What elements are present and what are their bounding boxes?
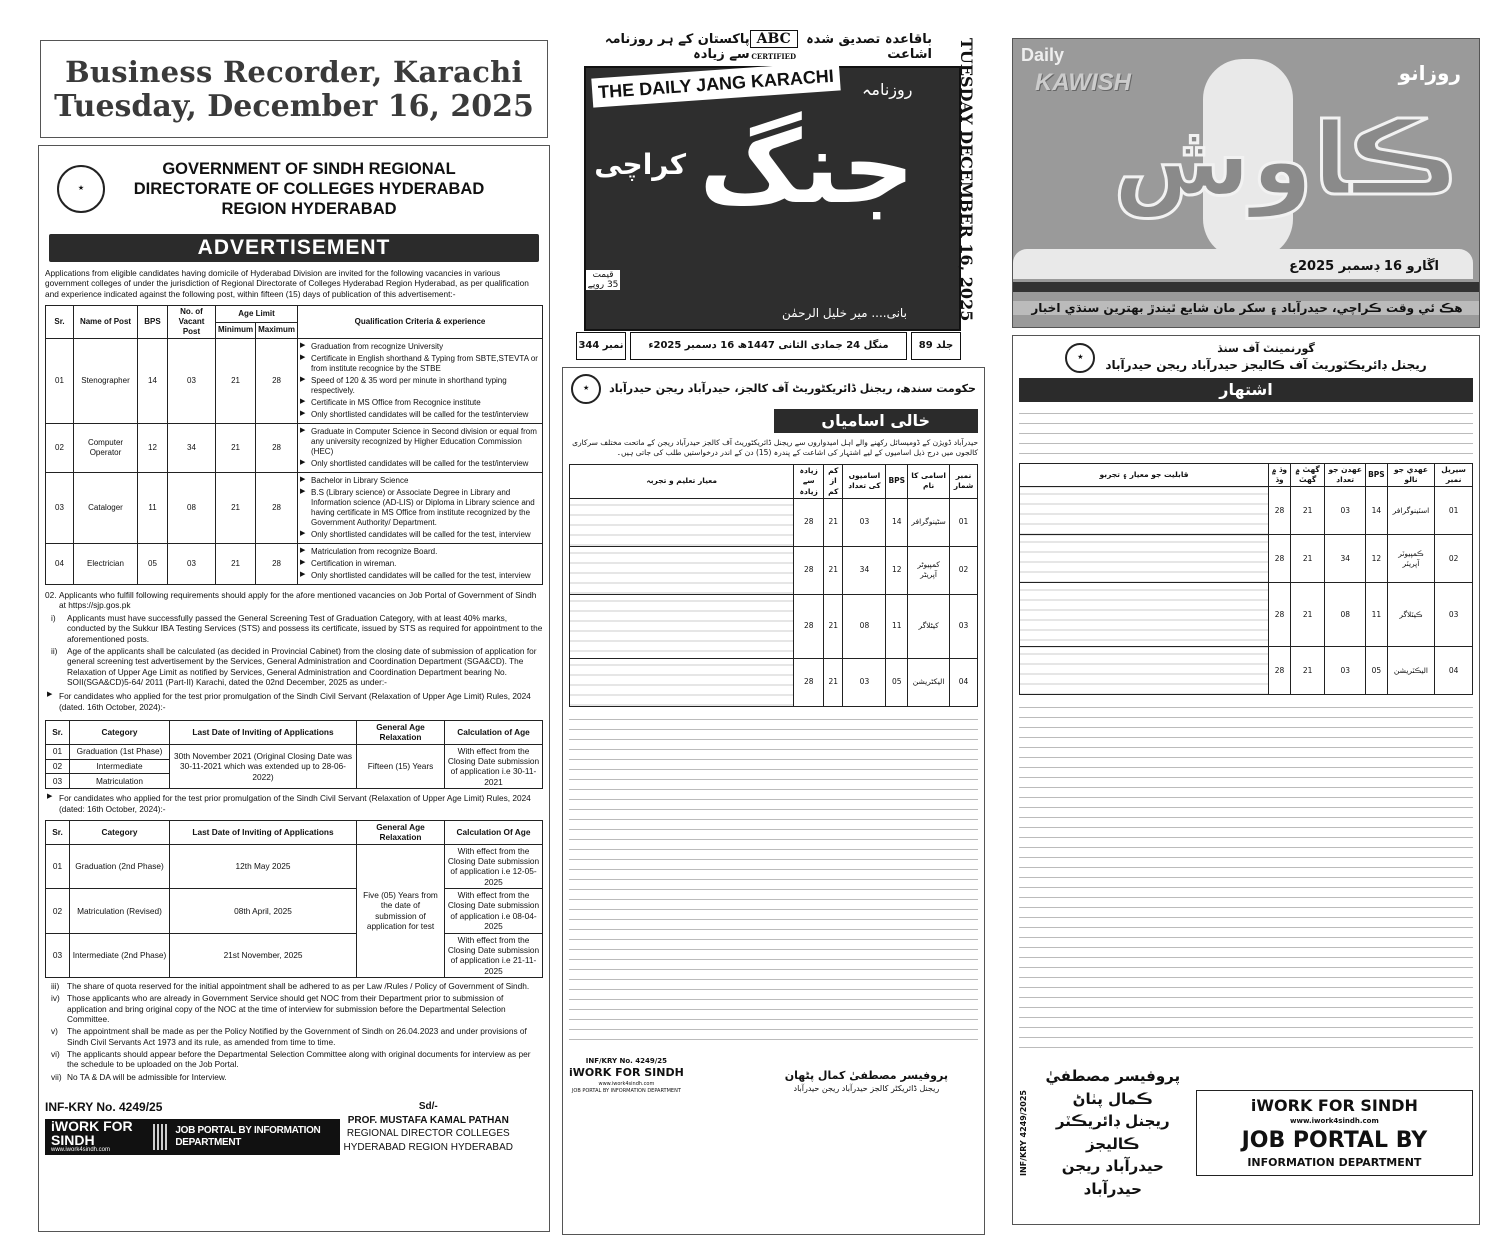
jang-english-tag: THE DAILY JANG KARACHI (591, 61, 840, 107)
col-header: نمبر شمار (950, 465, 978, 498)
posts-table-urdu (569, 464, 978, 706)
ad-banner: خالی اسامیاں (774, 409, 979, 433)
signatory-title: HYDERABAD REGION HYDERABAD (343, 1141, 513, 1153)
cell: With effect from the Closing Date submission of application i.e 08-04-2025 (445, 889, 543, 933)
col-bps: BPS (138, 306, 168, 339)
para-02-ii (45, 646, 543, 687)
col-header: BPS (886, 465, 908, 498)
col-sr: Sr. (46, 820, 70, 844)
col-header: اسامی کا نام (908, 465, 950, 498)
col-qual: Qualification Criteria & experience (298, 306, 543, 339)
advertisement-banner: ADVERTISEMENT (49, 234, 539, 262)
cell-sr: 02 (950, 546, 978, 594)
footer-url: www.iwork4sindh.com (1290, 1116, 1379, 1125)
col-header: کم از کم (824, 465, 843, 498)
cell-relaxation: Fifteen (15) Years (357, 744, 445, 788)
founder-text: بانی.... میر خلیل الرحمٰن (782, 306, 907, 320)
cell-vacant: 34 (168, 424, 216, 473)
signatory-name: PROF. MUSTAFA KAMAL PATHAN (347, 1114, 509, 1126)
note-item (45, 1072, 543, 1082)
qualification-item: ▶ Only shortlisted candidates will be called for the test/interview (300, 410, 540, 420)
top-text: باقاعدہ تصدیق شدہ اشاعت (806, 31, 932, 62)
cell-min: 21 (216, 544, 256, 585)
para-num: ii) (51, 645, 58, 656)
table-row (1020, 647, 1473, 695)
issue-number: نمبر 344 (576, 332, 626, 360)
cell: Graduation (1st Phase) (70, 744, 170, 759)
cell-min: 21 (1290, 535, 1324, 583)
cell-qual (298, 424, 543, 473)
title-line: GOVERNMENT OF SINDH REGIONAL (162, 159, 456, 178)
col-name: Name of Post (74, 306, 138, 339)
footer-portal: JOB PORTAL BY INFORMATION DEPARTMENT (175, 1124, 321, 1149)
cell: 01 (46, 744, 70, 759)
cell: 12th May 2025 (170, 844, 357, 888)
cell-bps: 11 (138, 473, 168, 544)
jang-logo: جنگ (699, 109, 915, 226)
col-relaxation: General Age Relaxation (357, 820, 445, 844)
footer-brand: iWORK FOR SINDH (51, 1118, 133, 1149)
note-item (45, 981, 543, 991)
para-text: Applicants who fulfill following requirements should apply for the afore mentioned vacancies on Job Portal of Government of Sindh at https://sjp.gos.pk (59, 590, 537, 611)
cell-min: 21 (1290, 487, 1324, 535)
masthead-bottom-bar (576, 332, 961, 360)
note-item (45, 1026, 543, 1047)
masthead-stripe (1013, 282, 1480, 292)
cell: 03 (46, 774, 70, 789)
cell-qual (1020, 487, 1269, 535)
age-relaxation-table-2 (45, 820, 543, 978)
col-max: Maximum (256, 322, 298, 339)
qualification-item: ▶ B.S (Library science) or Associate Degree in Library and Information science (AD-LIS) or Diploma in Library science and having certificate in MS Office from institute recognized by the Government Authority/ Department. (300, 488, 540, 528)
cell-qual (570, 498, 794, 546)
ad-title-block (45, 150, 543, 228)
bullet-rules-2: ▶ For candidates who applied for the test prior promulgation of the Sindh Civil Servant (Relaxation of Upper Age Limit) Rules, 2024 (dated: 16th October, 2024):- (45, 793, 543, 814)
para-text: Applicants must have successfully passed the General Screening Test of Graduation Category, with at least 40% marks, conducted by the Sukkur IBA Testing Services (STS) and possess its certificate, issued by STS as required for appointment to the aforementioned posts. (67, 612, 543, 644)
cell-name: Stenographer (74, 339, 138, 424)
note-text: The applicants should appear before the Departmental Selection Committee along with original documents for interview as per the schedule to be uploaded on the Job Portal. (67, 1049, 531, 1070)
cell-qual (298, 544, 543, 585)
notes-list (45, 981, 543, 1082)
cell-vacant: 03 (168, 339, 216, 424)
ad-title-block (569, 374, 978, 404)
qualification-item: ▶ Matriculation from recognize Board. (300, 547, 540, 557)
cell-vacant: 03 (168, 544, 216, 585)
para-02 (45, 590, 543, 611)
issue-date: منگل 24 جمادی الثانی 1447ھ 16 دسمبر 2025ء (630, 332, 907, 360)
inf-number: INF/KRY 4249/2025 (1019, 1089, 1028, 1176)
qualification-item: ▶ Only shortlisted candidates will be called for the test/interview (300, 459, 540, 469)
table-row (570, 658, 978, 706)
cell-relaxation: Five (05) Years from the date of submission of application for test (357, 844, 445, 977)
cell: 02 (46, 759, 70, 774)
cell-last-date: 30th November 2021 (Original Closing Date was 30-11-2021 which was extended up to 28-06-2022) (170, 744, 357, 788)
qualification-item: ▶ Certification in wireman. (300, 559, 540, 569)
cell-bps: 05 (1366, 647, 1388, 695)
sindh-government-seal-icon: ★ (1065, 343, 1095, 373)
col-min: Minimum (216, 322, 256, 339)
cell-min: 21 (824, 658, 843, 706)
qualification-item: ▶ Only shortlisted candidates will be called for the test, interview (300, 571, 540, 581)
cell-name: ڪيٽلاگر (1387, 583, 1435, 647)
publication-date: Tuesday, December 16, 2025 (54, 88, 534, 124)
table-row (46, 473, 543, 544)
kawish-masthead (1012, 38, 1480, 328)
col-header: گهٽ ۾ گهٽ (1290, 464, 1324, 487)
col-last-date: Last Date of Inviting of Applications (170, 820, 357, 844)
cell-sr: 04 (46, 544, 74, 585)
intro-text: حیدرآباد ڈویژن کے ڈومیسائل رکھنے والے اہل امیدواروں سے ریجنل ڈائریکٹوریٹ آف کالجز حیدرآباد ریجن کے ماتحت مختلف سرکاری کالجوں میں درج ذیل اسامیوں کے لیے اشتہار کی اشاعت کے پندرہ (15) دن کے اندر درخواستیں طلب کی جاتی ہیں۔ (572, 438, 978, 458)
note-num: vi) (51, 1049, 60, 1060)
note-item (45, 1049, 543, 1070)
table-row (1020, 535, 1473, 583)
col-header: قابليت جو معيار ۽ تجربو (1020, 464, 1269, 487)
footer-portal: JOB PORTAL BY INFORMATION DEPARTMENT (571, 1087, 681, 1094)
sindh-government-seal-icon: ★ (57, 165, 105, 213)
cell-bps: 05 (138, 544, 168, 585)
signature-area (45, 1100, 543, 1155)
cell-max: 28 (256, 424, 298, 473)
col-age: Age Limit (216, 306, 298, 323)
footer-portal: INFORMATION DEPARTMENT (1247, 1155, 1422, 1169)
para-text: Age of the applicants shall be calculated (as decided in Provincial Cabinet) from the closing date of submission of application for general screening test advertisement by the Services, General Administration and Coordination Department (SGA&CD). The Relaxation of Upper Age Limit as notified by Services, General Administration and Coordination Department bearing No. SOII(SGA&CD)5-64/ 2011 (Part-II) Karachi, dated the 02nd December, 2025 as under:- (67, 645, 537, 687)
cell-qual (570, 546, 794, 594)
daily-text: Daily (1021, 45, 1065, 65)
table-row (1020, 583, 1473, 647)
urdu-advertisement (562, 367, 985, 1235)
note-text: The appointment shall be made as per the Policy Notified by the Government of Sindh on 26.04.2023 and under provisions of Sindh Civil Servants Act 1973 and its rule, as amended from time to time. (67, 1026, 527, 1047)
cell-sr: 03 (950, 594, 978, 658)
city-text: کراچی (594, 148, 686, 181)
cell-min: 21 (824, 546, 843, 594)
posts-table-sindhi (1019, 463, 1473, 695)
cell-max: 28 (1269, 487, 1291, 535)
cell-vacant: 34 (1325, 535, 1366, 583)
cell-name: سٹینوگرافر (908, 498, 950, 546)
cell: 21st November, 2025 (170, 933, 357, 977)
col-vacant: No. of Vacant Post (168, 306, 216, 339)
cell-sr: 03 (46, 473, 74, 544)
cell-bps: 14 (1366, 487, 1388, 535)
cell-min: 21 (824, 594, 843, 658)
qualification-item: ▶ Graduate in Computer Science in Second division or equal from any university recognized by Higher Education Commission (HEC) (300, 427, 540, 457)
english-advertisement (38, 145, 550, 1232)
intro-text (1019, 407, 1473, 457)
cell: Intermediate (2nd Phase) (70, 933, 170, 977)
table-row (570, 594, 978, 658)
note-num: v) (51, 1026, 58, 1037)
cell-name: کمپیوٹر آپریٹر (908, 546, 950, 594)
table-row (570, 546, 978, 594)
ad-banner: اشتهار (1019, 378, 1473, 402)
inf-number: INF/KRY No. 4249/25 (585, 1056, 668, 1065)
ad-title-block (1019, 342, 1473, 373)
qualification-item: ▶ Graduation from recognize University (300, 342, 540, 352)
cell-bps: 14 (138, 339, 168, 424)
note-text: No TA & DA will be admissible for Interview. (67, 1071, 227, 1082)
ad-body-text (1019, 701, 1473, 1051)
note-text: The share of quota reserved for the initial appointment shall be adhered to as per Law /Rules / Policy of Government of Sindh. (67, 980, 530, 991)
intro-text: Applications from eligible candidates having domicile of Hyderabad Division are invited for the following vacancies in various government colleges of under the jurisdiction of Regional Directorate of Colleges Hyderabad Region Hyderabad, as per qualification and experience indicated against the following post, within fifteen (15) days of publication of this advertisement:- (45, 268, 529, 299)
signatory-name: پروفیسر مصطفیٰ کمال پٹھان (784, 1068, 948, 1082)
col-last-date: Last Date of Inviting of Applications (170, 721, 357, 745)
signatory (344, 1100, 513, 1155)
table-row (1020, 487, 1473, 535)
col-header: BPS (1366, 464, 1388, 487)
cell-min: 21 (824, 498, 843, 546)
newspaper-name: Business Recorder, Karachi (65, 54, 523, 89)
cell: 08th April, 2025 (170, 889, 357, 933)
age-relaxation-table-1 (45, 720, 543, 789)
kawish-logo: ڪاوش (1113, 101, 1459, 218)
cell-vacant: 08 (168, 473, 216, 544)
ad-dept: حکومت سندھ، ریجنل ڈائریکٹوریٹ آف کالجز، حیدرآباد ریجن حیدرآباد (609, 381, 976, 395)
cell-vacant: 03 (1325, 647, 1366, 695)
posts-table (45, 305, 543, 585)
cell: Matriculation (Revised) (70, 889, 170, 933)
para-num: 02. (45, 590, 57, 601)
footer-portal: JOB PORTAL BY (1241, 1128, 1428, 1154)
qualification-item: ▶ Bachelor in Library Science (300, 476, 540, 486)
para-num: i) (51, 612, 56, 623)
sindh-government-seal-icon: ★ (571, 374, 601, 404)
cell-max: 28 (256, 473, 298, 544)
cell-name: کیٹلاگر (908, 594, 950, 658)
cell: With effect from the Closing Date submission of application i.e 21-11-2025 (445, 933, 543, 977)
col-sr: Sr. (46, 721, 70, 745)
note-text: Those applicants who are already in Government Service should get NOC from their Department prior to submission of application and bring original copy of the NOC at the time of interview for submission before the Departmental Selection Committee. (67, 993, 506, 1025)
cell-min: 21 (216, 339, 256, 424)
ad-body-text (569, 713, 978, 1043)
note-num: iv) (51, 993, 60, 1004)
cell-min: 21 (1290, 647, 1324, 695)
table-row (46, 424, 543, 473)
cell-max: 28 (794, 546, 824, 594)
cell-vacant: 03 (843, 658, 886, 706)
cell-vacant: 03 (1325, 487, 1366, 535)
cell-max: 28 (794, 658, 824, 706)
cell: Matriculation (70, 774, 170, 789)
cell-max: 28 (794, 498, 824, 546)
cell-sr: 04 (1435, 647, 1473, 695)
cell: 02 (46, 889, 70, 933)
cell: With effect from the Closing Date submission of application i.e 12-05-2025 (445, 844, 543, 888)
signature-area (569, 1057, 978, 1095)
issue-date: اڱارو 16 ڊسمبر 2025ع (1289, 259, 1439, 274)
cell-min: 21 (216, 424, 256, 473)
jang-masthead (562, 8, 985, 365)
kawish-english: KAWISH (1035, 69, 1131, 96)
cell-max: 28 (256, 339, 298, 424)
cell-qual (1020, 583, 1269, 647)
col-header: زیادہ سے زیادہ (794, 465, 824, 498)
signatory-name: پروفيسر مصطفيٰ ڪمال پٺاڻ (1045, 1067, 1181, 1108)
tagline: هڪ ئي وقت ڪراچي، حيدرآباد ۽ سکر مان شايع ٿيندڙ بهترين سنڌي اخبار (1013, 301, 1480, 315)
cell-name: ڪمپيوٽر آپريٽر (1387, 535, 1435, 583)
note-item (45, 993, 543, 1024)
note-num: vii) (51, 1071, 62, 1082)
cell-bps: 05 (886, 658, 908, 706)
cell-sr: 02 (1435, 535, 1473, 583)
cell-min: 21 (216, 473, 256, 544)
cell-max: 28 (256, 544, 298, 585)
col-header: وڌ ۾ وڌ (1269, 464, 1291, 487)
ad-title (115, 159, 503, 219)
col-header: معیار تعلیم و تجربہ (570, 465, 794, 498)
bullet-rules-1: ▶ For candidates who applied for the test prior promulgation of the Sindh Civil Servant (Relaxation of Upper Age Limit) Rules, 2024 (dated. 16th October, 2024):- (45, 691, 543, 712)
cell-max: 28 (1269, 583, 1291, 647)
cell-min: 21 (1290, 583, 1324, 647)
cell-qual (1020, 647, 1269, 695)
col-relaxation: General Age Relaxation (357, 721, 445, 745)
vertical-date: TUESDAY DECEMBER 16, 2025 (957, 38, 976, 322)
signatory-title: حيدرآباد ريجن حيدرآباد (1061, 1157, 1164, 1198)
table-row (46, 339, 543, 424)
qualification-item: ▶ Certificate in English shorthand & Typing from SBTE,STEVTA or from institute recognice by the STBE (300, 354, 540, 374)
newspaper-header-business-recorder (40, 40, 548, 138)
cell-calc: With effect from the Closing Date submission of application i.e 30-11-2021 (445, 744, 543, 788)
ad-dept: ريجنل ڊائريڪٽوريٽ آف ڪاليجز حيدرآباد ريجن حيدرآباد (1105, 357, 1427, 372)
footer-url: www.iwork4sindh.com (51, 1147, 111, 1154)
cell-qual (1020, 535, 1269, 583)
col-sr: Sr. (46, 306, 74, 339)
cell-qual (570, 658, 794, 706)
cell-vacant: 34 (843, 546, 886, 594)
ad-gov: گورنمينٽ آف سنڌ (1217, 342, 1315, 355)
cell-sr: 01 (46, 339, 74, 424)
cell-qual (298, 473, 543, 544)
col-category: Category (70, 721, 170, 745)
sd: Sd/- (418, 1101, 438, 1113)
cell-name: Cataloger (74, 473, 138, 544)
abc-certified-badge (750, 30, 798, 63)
top-text: پاکستان کے ہر روزنامہ سے زیادہ (604, 31, 750, 62)
cell: 03 (46, 933, 70, 977)
cell-bps: 12 (1366, 535, 1388, 583)
col-calc: Calculation Of Age (445, 820, 543, 844)
col-category: Category (70, 820, 170, 844)
cell: Graduation (2nd Phase) (70, 844, 170, 888)
iworkforsindh-footer (1196, 1090, 1473, 1176)
abc-text: ABC (750, 30, 798, 48)
cell-bps: 11 (1366, 583, 1388, 647)
cell-sr: 03 (1435, 583, 1473, 647)
inf-number: INF-KRY No. 4249/25 (45, 1100, 163, 1115)
roznama-text: روزنامہ (862, 80, 913, 99)
cell: 01 (46, 844, 70, 888)
cell-sr: 01 (1435, 487, 1473, 535)
signatory-title: ریجنل ڈائریکٹر کالجز حیدرآباد ریجن حیدرآباد (793, 1083, 940, 1093)
iworkforsindh-footer (45, 1119, 340, 1155)
cell-sr: 04 (950, 658, 978, 706)
cell-bps: 12 (138, 424, 168, 473)
table-row (46, 544, 543, 585)
qualification-item: ▶ Speed of 120 & 35 word per minute in shorthand typing respectively. (300, 376, 540, 396)
para-02-i (45, 613, 543, 644)
table-row (570, 498, 978, 546)
footer-brand: iWORK FOR SINDH (569, 1066, 684, 1080)
signatory-title: REGIONAL DIRECTOR COLLEGES (346, 1128, 510, 1140)
cell-name: Computer Operator (74, 424, 138, 473)
col-calc: Calculation of Age (445, 721, 543, 745)
cell-qual (298, 339, 543, 424)
col-header: عهدي جو نالو (1387, 464, 1435, 487)
cell: Intermediate (70, 759, 170, 774)
col-header: سيريل نمبر (1435, 464, 1473, 487)
cell-sr: 01 (950, 498, 978, 546)
cell-vacant: 03 (843, 498, 886, 546)
signature-area (1019, 1065, 1473, 1200)
cell-vacant: 08 (843, 594, 886, 658)
qr-code-icon (153, 1124, 169, 1150)
roznama-text: روزانو (1398, 61, 1461, 85)
price-text: قیمت 35 روپے (587, 270, 619, 290)
cell-vacant: 08 (1325, 583, 1366, 647)
cell-sr: 02 (46, 424, 74, 473)
cell-max: 28 (1269, 535, 1291, 583)
cell-name: اليڪٽريشن (1387, 647, 1435, 695)
cell-max: 28 (794, 594, 824, 658)
title-line: DIRECTORATE OF COLLEGES HYDERABAD (133, 179, 485, 198)
cell-name: اسٽينوگرافر (1387, 487, 1435, 535)
cell-max: 28 (1269, 647, 1291, 695)
footer-brand: iWORK FOR SINDH (1250, 1096, 1418, 1115)
cell-qual (570, 594, 794, 658)
col-header: عهدن جو تعداد (1325, 464, 1366, 487)
signatory-title: ريجنل ڊائريڪٽر ڪاليجز (1055, 1112, 1170, 1153)
qualification-item: ▶ Only shortlisted candidates will be called for the test, interview (300, 530, 540, 540)
cell-name: الیکٹریشن (908, 658, 950, 706)
cell-bps: 11 (886, 594, 908, 658)
title-line: REGION HYDERABAD (221, 200, 397, 219)
sindhi-advertisement (1012, 335, 1480, 1225)
footer-url: www.iwork4sindh.com (598, 1080, 655, 1087)
col-header: اسامیوں کی تعداد (843, 465, 886, 498)
note-num: iii) (51, 980, 60, 991)
cell-bps: 14 (886, 498, 908, 546)
cell-bps: 12 (886, 546, 908, 594)
cell-name: Electrician (74, 544, 138, 585)
masthead-top-line (592, 30, 932, 63)
certified-text: CERTIFIED (751, 52, 797, 61)
volume: جلد 89 (911, 332, 961, 360)
qualification-item: ▶ Certificate in MS Office from Recognice institute (300, 398, 540, 408)
